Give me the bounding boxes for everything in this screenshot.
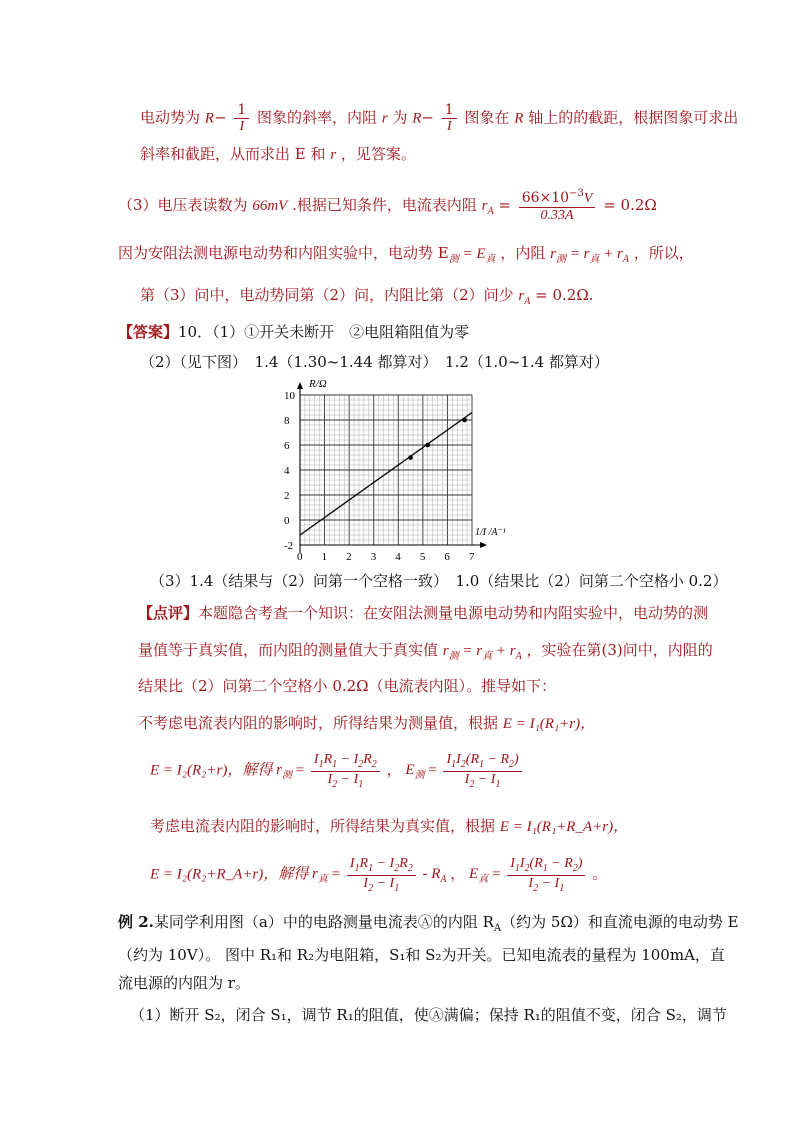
comment-line5: E = I₂(R₂+r)，解得 $r_测$ = $\frac{I_1R_1 - I_2R_2}{I_2 - I_1}$ ， $E_测$ = $\frac{I_1I_2(R_1 - R_2)}{I_2 - I_1}$	[150, 752, 525, 790]
x-tick-label: 6	[444, 551, 450, 563]
para-voltmeter: （3）电压表读数为 66mV .根据已知条件，电流表内阻 $r_A$ = $\frac{66\times 10^{-3}V}{0.33A}$ = 0.2Ω	[118, 188, 657, 224]
chart-axes	[297, 382, 487, 553]
comment-line1: 【点评】本题隐含考查一个知识：在安阻法测量电源电动势和内阻实验中，电动势的测	[138, 604, 709, 622]
x-tick-label: 0	[297, 551, 303, 563]
para-ammeter-method: 因为安阻法测电源电动势和内阻实验中，电动势 $E_测 = E_真$ ，内阻 $r_测 = r_真 + r_A$ ，所以，	[118, 244, 694, 265]
fraction-ammeter-resistance: $\frac{66\times 10^{-3}V}{0.33A}$	[519, 188, 596, 224]
answer-line2: （2）（见下图） 1.4（1.30~1.44 都算对） 1.2（1.0~1.4 都算对）	[140, 353, 609, 371]
x-tick-label: 5	[419, 551, 426, 563]
para-slope-line1: 电动势为 R− $\frac{1}{I}$ 图象的斜率，内阻 r 为 R− $\frac{1}{I}$ 图象在 R 轴上的的截距，根据图象可求出	[140, 102, 739, 135]
para-ammeter-method-2: 第（3）问中，电动势同第（2）问，内阻比第（2）问少 $r_A = 0.2\Omega$.	[140, 286, 594, 307]
x-tick-label: 3	[370, 551, 377, 563]
answer-line3: （3）1.4（结果与（2）问第一个空格一致） 1.0（结果比（2）问第二个空格小 0.2）	[150, 572, 728, 590]
chart-ylabel: R/Ω	[309, 378, 327, 390]
y-tick-label: 10	[284, 390, 295, 402]
x-axis-arrow	[480, 542, 487, 548]
comment-line3: 结果比（2）问第二个空格小 0.2Ω（电流表内阻）。推导如下：	[138, 677, 557, 695]
fraction-e-measured: $\frac{I_1I_2(R_1 - R_2)}{I_2 - I_1}$	[443, 752, 521, 790]
fraction-r-true: $\frac{I_1R_1 - I_2R_2}{I_2 - I_1}$	[347, 856, 416, 894]
answer-line1: 【答案】10．（1）①开关未断开 ②电阻箱阻值为零	[118, 323, 470, 341]
comment-line6: 考虑电流表内阻的影响时，所得结果为真实值，根据 E = I₁(R₁+R_A+r)，	[150, 817, 629, 835]
y-tick-label: 0	[284, 515, 290, 527]
example-line3: 流电源的内阻为 r。	[118, 974, 250, 992]
example-line4: （1）断开 S₂，闭合 S₁，调节 R₁的阻值，使Ⓐ满偏；保持 R₁的阻值不变，闭合 S₂，调节	[130, 1006, 727, 1024]
example-line2: （约为 10V）。 图中 R₁和 R₂为电阻箱，S₁和 S₂为开关。已知电流表的量程为 100mA，直	[118, 946, 725, 964]
y-tick-label: -2	[284, 540, 294, 552]
chart-grid	[300, 395, 472, 545]
chart-xlabel: 1/I /A⁻¹	[475, 527, 506, 538]
fraction-one-over-i: $\frac{1}{I}$	[442, 102, 457, 135]
fraction-one-over-i: $\frac{1}{I}$	[234, 102, 249, 135]
fraction-e-true: $\frac{I_1I_2(R_1 - R_2)}{I_2 - I_1}$	[507, 856, 585, 894]
x-tick-label: 4	[395, 551, 401, 563]
para-slope-line2: 斜率和截距，从而求出 E 和 r ，见答案。	[140, 145, 416, 163]
x-tick-label: 2	[346, 551, 352, 563]
x-tick-label: 1	[321, 551, 328, 563]
r-vs-inverse-i-chart	[275, 375, 515, 565]
y-tick-label: 8	[284, 415, 290, 427]
comment-line2: 量值等于真实值，而内阻的测量值大于真实值 $r_测 = r_真 + r_A$ ，实验在第(3)问中，内阻的	[138, 641, 713, 662]
y-tick-label: 4	[284, 465, 290, 477]
comment-line7: E = I₂(R₂+R_A+r)，解得 $r_真$ = $\frac{I_1R_1 - I_2R_2}{I_2 - I_1}$ - $R_A$ ， $E_真$ = $\frac{I_1I_2(R_1 - R_2)}{I_2 - I_1}$ 。	[150, 856, 608, 894]
comment-line4: 不考虑电流表内阻的影响时，所得结果为测量值，根据 E = I₁(R₁+r)，	[138, 714, 596, 732]
x-tick-label: 7	[469, 551, 475, 563]
example-line1: 例 2.某同学利用图（a）中的电路测量电流表Ⓐ的内阻 $R_A$（约为 5Ω）和直流电源的电动势 E	[118, 913, 739, 934]
data-point	[462, 418, 467, 423]
y-axis-arrow	[297, 382, 303, 389]
chart-ticks	[284, 390, 475, 563]
data-point	[408, 455, 413, 460]
y-tick-label: 2	[284, 490, 290, 502]
fraction-r-measured: $\frac{I_1R_1 - I_2R_2}{I_2 - I_1}$	[311, 752, 380, 790]
data-point	[425, 443, 430, 448]
fit-line	[300, 413, 472, 536]
y-tick-label: 6	[284, 440, 290, 452]
